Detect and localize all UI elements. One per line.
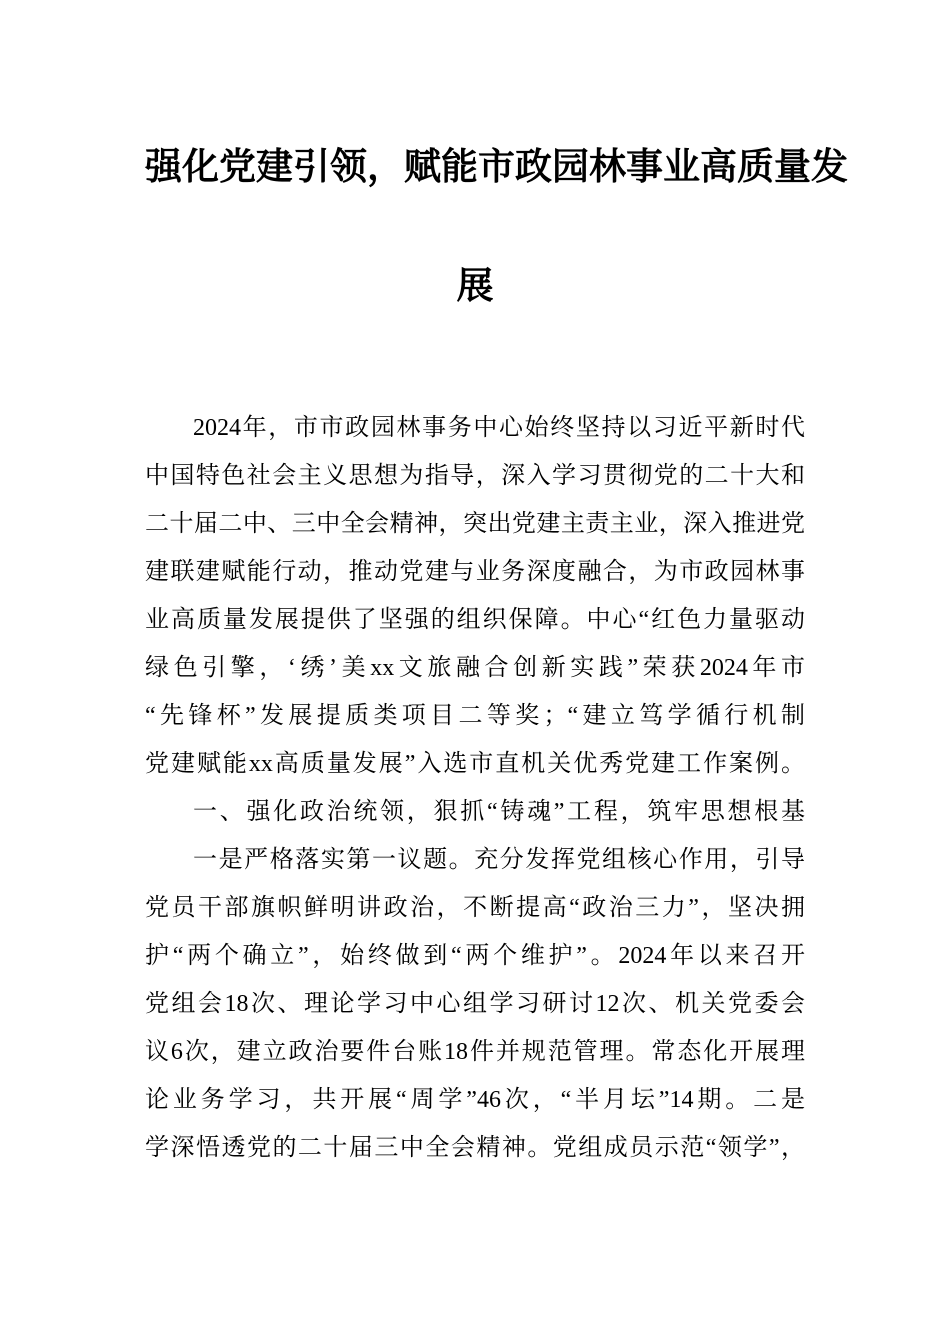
body-line: 议6次，建立政治要件台账18件并规范管理。常态化开展理: [145, 1039, 805, 1065]
body-line: 绿色引擎，‘绣’美xx文旅融合创新实践”荣获2024年市: [145, 655, 805, 681]
body-line: 建联建赋能行动，推动党建与业务深度融合，为市政园林事: [145, 559, 805, 585]
title-line-2: 展: [456, 266, 494, 307]
title-line-1: 强化党建引领，赋能市政园林事业高质量发: [145, 147, 848, 188]
body-line section-heading: 一、强化政治统领，狠抓“铸魂”工程，筑牢思想根基: [193, 799, 805, 825]
body-line: 党组会18次、理论学习中心组学习研讨12次、机关党委会: [145, 991, 805, 1017]
body-line: 2024年，市市政园林事务中心始终坚持以习近平新时代: [193, 415, 805, 441]
body-line: 学深悟透党的二十届三中全会精神。党组成员示范“领学”，: [145, 1135, 805, 1161]
document-body: [145, 404, 805, 1172]
body-line: “先锋杯”发展提质类项目二等奖；“建立笃学循行机制: [145, 703, 805, 729]
body-line: 一是严格落实第一议题。充分发挥党组核心作用，引导: [193, 847, 805, 873]
body-line: 中国特色社会主义思想为指导，深入学习贯彻党的二十大和: [145, 463, 805, 489]
body-line: 护“两个确立”，始终做到“两个维护”。2024年以来召开: [145, 943, 805, 969]
body-line: 二十届二中、三中全会精神，突出党建主责主业，深入推进党: [145, 511, 805, 537]
body-line: 业高质量发展提供了坚强的组织保障。中心“红色力量驱动: [145, 607, 805, 633]
document-title: [145, 108, 848, 346]
body-line: 党员干部旗帜鲜明讲政治，不断提高“政治三力”，坚决拥: [145, 895, 805, 921]
body-line: 党建赋能xx高质量发展”入选市直机关优秀党建工作案例。: [145, 751, 805, 777]
body-line: 论业务学习，共开展“周学”46次，“半月坛”14期。二是: [145, 1087, 805, 1113]
